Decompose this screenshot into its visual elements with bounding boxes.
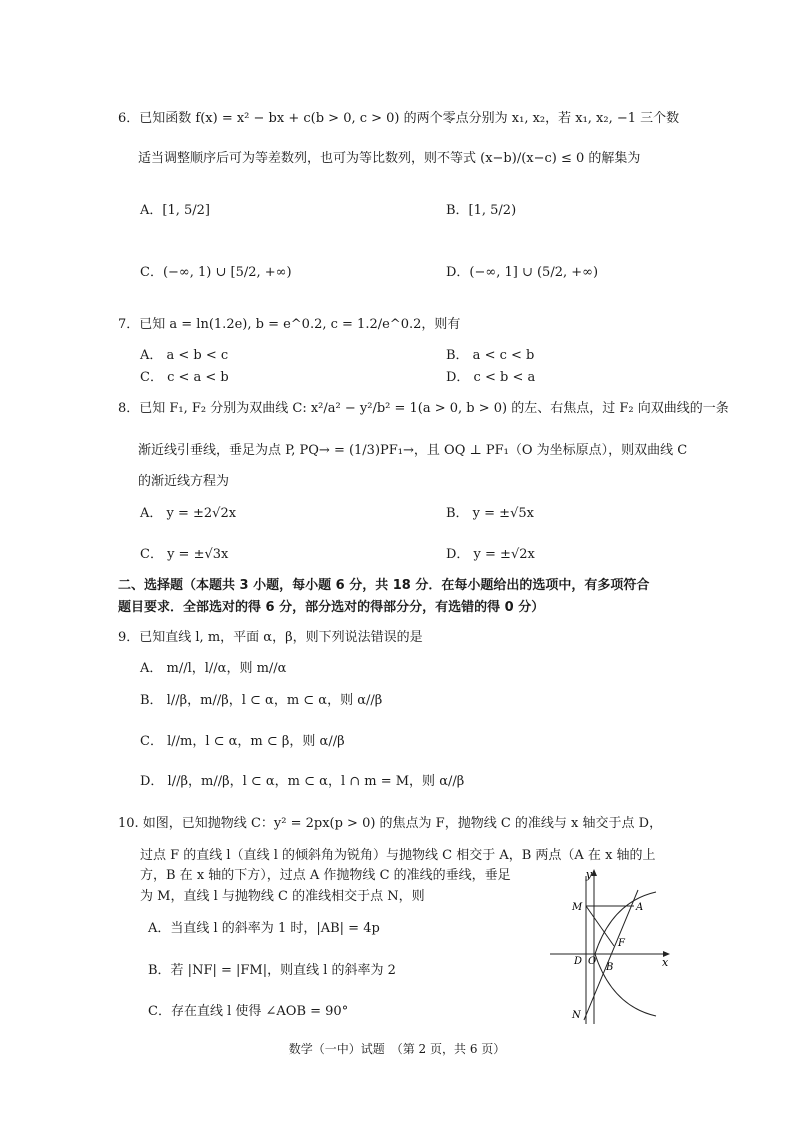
label-n: N	[572, 1010, 581, 1021]
q7-option-c: C． c < a < b	[140, 370, 229, 385]
label-o: O	[588, 956, 597, 967]
q8-stem-line3: 的渐近线方程为	[138, 474, 230, 489]
q8-option-c: C． y = ±√3x	[140, 547, 229, 562]
q8-stem-line1: 8．已知 F₁, F₂ 分别为双曲线 C: x²/a² − y²/b² = 1(a > 0, b > 0) 的左、右焦点，过 F₂ 向双曲线的一条	[118, 401, 729, 416]
section2-heading-line1: 二、选择题（本题共 3 小题，每小题 6 分，共 18 分．在每小题给出的选项中，有多项符合	[118, 578, 650, 593]
q9-option-a: A． m//l，l//α，则 m//α	[140, 661, 287, 676]
label-a: A	[636, 902, 644, 913]
q9-option-c: C． l//m，l ⊂ α，m ⊂ β，则 α//β	[140, 734, 345, 749]
q6-option-c: C．(−∞, 1) ∪ [5/2, +∞)	[140, 265, 292, 280]
parabola-figure	[548, 866, 672, 1026]
q8-option-a: A． y = ±2√2x	[140, 506, 237, 521]
label-m: M	[572, 902, 583, 913]
q10-stem-line2: 过点 F 的直线 l（直线 l 的倾斜角为锐角）与抛物线 C 相交于 A，B 两点（A 在 x 轴的上	[140, 848, 656, 863]
q10-stem-line1: 10. 如图，已知抛物线 C：y² = 2px(p > 0) 的焦点为 F，抛物线 C 的准线与 x 轴交于点 D，	[118, 816, 663, 831]
q8-option-b: B． y = ±√5x	[446, 506, 534, 521]
page-footer: 数学（一中）试题 （第 2 页，共 6 页）	[288, 1042, 506, 1056]
q7-option-b: B． a < c < b	[446, 348, 535, 363]
label-b: B	[606, 962, 614, 973]
q6-option-d: D．(−∞, 1] ∪ (5/2, +∞)	[446, 265, 599, 280]
label-f: F	[618, 938, 625, 949]
q10-option-a: A．当直线 l 的斜率为 1 时，|AB| = 4p	[148, 921, 380, 936]
q7-option-a: A． a < b < c	[140, 348, 229, 363]
q7-stem: 7．已知 a = ln(1.2e), b = e^0.2, c = 1.2/e^0.2，则有	[118, 317, 461, 332]
q6-option-b: B．[1, 5/2)	[446, 203, 517, 218]
q10-stem-line3: 方，B 在 x 轴的下方），过点 A 作抛物线 C 的准线的垂线，垂足	[140, 868, 511, 883]
q9-option-b: B． l//β，m//β，l ⊂ α，m ⊂ α，则 α//β	[140, 693, 383, 708]
q6-stem-line1: 6．已知函数 f(x) = x² − bx + c(b > 0, c > 0) 的两个零点分别为 x₁, x₂，若 x₁, x₂, −1 三个数	[118, 111, 680, 126]
q9-stem: 9．已知直线 l, m，平面 α，β，则下列说法错误的是	[118, 630, 423, 645]
label-d: D	[574, 956, 583, 967]
q7-option-d: D． c < b < a	[446, 370, 536, 385]
q10-option-c: C．存在直线 l 使得 ∠AOB = 90°	[148, 1004, 349, 1019]
q10-stem-line4: 为 M，直线 l 与抛物线 C 的准线相交于点 N，则	[140, 889, 425, 904]
label-x: x	[662, 956, 669, 969]
q8-option-d: D． y = ±√2x	[446, 547, 535, 562]
q8-stem-line2: 渐近线引垂线，垂足为点 P, PQ→ = (1/3)PF₁→，且 OQ ⊥ PF₁（O 为坐标原点），则双曲线 C	[138, 443, 688, 458]
q10-option-b: B．若 |NF| = |FM|，则直线 l 的斜率为 2	[148, 963, 396, 978]
label-y: y	[585, 868, 592, 881]
line-l	[584, 890, 638, 1020]
q6-stem-line2: 适当调整顺序后可为等差数列，也可为等比数列，则不等式 (x−b)/(x−c) ≤ 0 的解集为	[138, 151, 641, 166]
q9-option-d: D． l//β，m//β，l ⊂ α，m ⊂ α，l ∩ m = M，则 α//β	[140, 774, 465, 789]
q6-option-a: A．[1, 5/2]	[140, 203, 210, 218]
section2-heading-line2: 题目要求．全部选对的得 6 分，部分选对的得部分分，有选错的得 0 分）	[118, 600, 545, 615]
